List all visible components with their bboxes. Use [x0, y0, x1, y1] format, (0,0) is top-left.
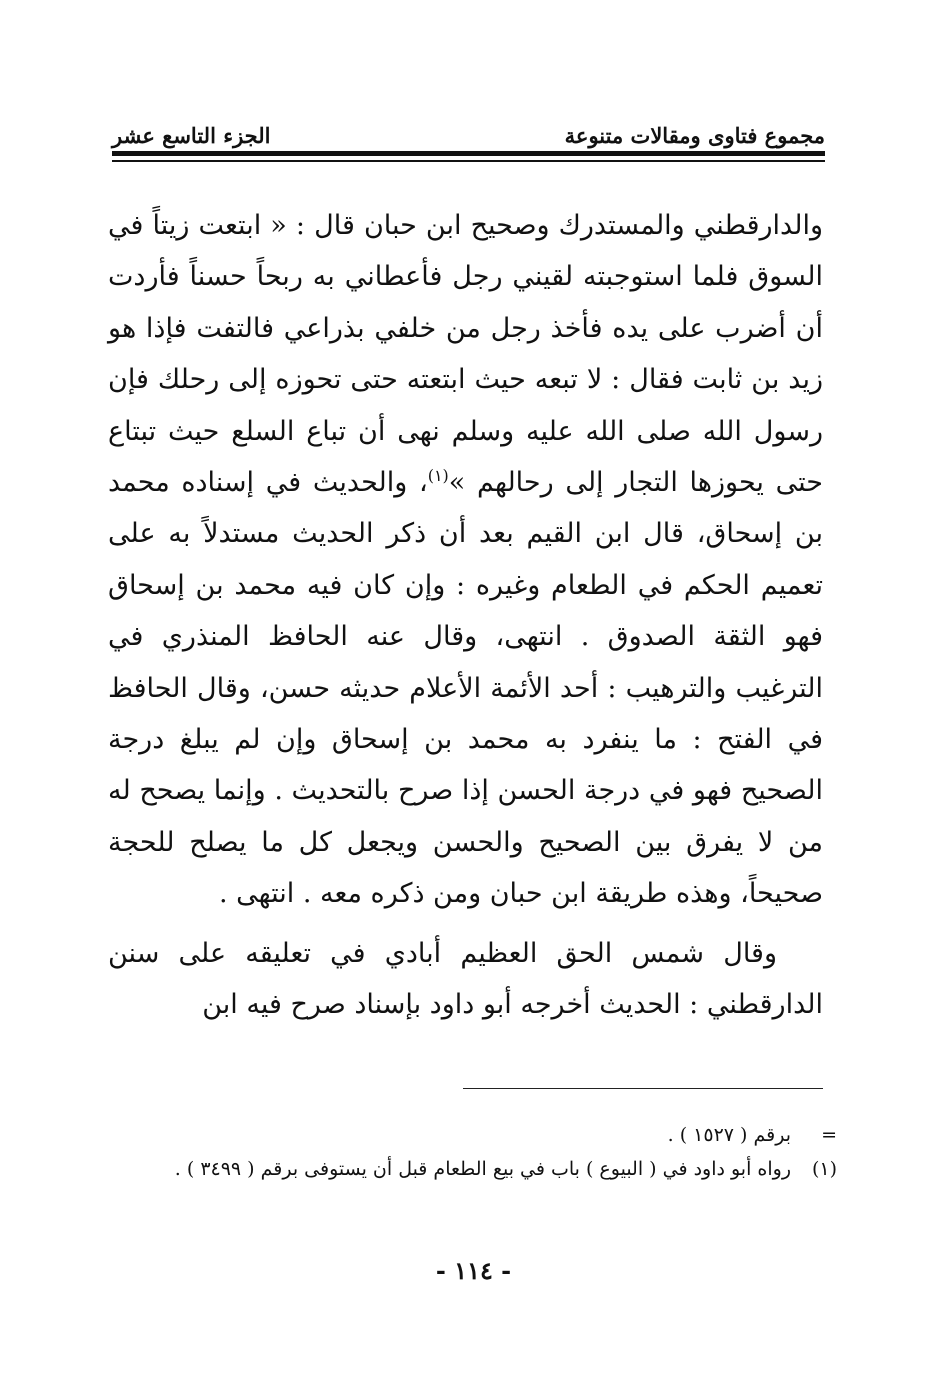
volume-label: الجزء التاسع عشر	[112, 123, 271, 148]
header-rule-thick	[112, 151, 825, 156]
footnote-reference: (١)	[427, 466, 449, 486]
footnote-1	[108, 1152, 837, 1186]
book-title: مجموع فتاوى ومقالات متنوعة	[564, 123, 825, 148]
footnote-continuation	[108, 1118, 837, 1152]
footnote-mark: (١)	[811, 1158, 837, 1180]
page-number: - ١١٤ -	[435, 1256, 512, 1285]
paragraph-1-continued: ، والحديث في إسناده محمد بن إسحاق، قال ابن القيم بعد أن ذكر الحديث مستدلاً به على تعميم الحكم في الطعام وغيره : وإن كان فيه محمد بن إسحاق فهو الثقة الصدوق . انتهى، وقال عنه الحافظ المنذري في الترغيب والترهيب : أحد الأئمة الأعلام حديثه حسن، وقال الحافظ في الفتح : ما ينفرد به محمد بن إسحاق وإن لم يبلغ درجة الصحيح فهو في درجة الحسن إذا صرح بالتحديث . وإنما يصحح له من لا يفرق بين الصحيح والحسن ويجعل كل ما يصلح للحجة صحيحاً، وهذه طريقة ابن حبان ومن ذكره معه . انتهى .	[108, 467, 823, 910]
header-rule-thin	[112, 160, 825, 162]
paragraph-1	[108, 200, 823, 920]
main-text	[108, 200, 823, 1031]
running-header	[112, 112, 825, 148]
footnote-mark: =	[821, 1124, 837, 1146]
footnote-separator	[463, 1088, 823, 1089]
footnotes	[108, 1118, 837, 1186]
paragraph-1-text: والدارقطني والمستدرك وصحيح ابن حبان قال : « ابتعت زيتاً في السوق فلما استوجبته لقيني رجل فأعطاني به ربحاً حسناً فأردت أن أضرب على يده فأخذ رجل من خلفي بذراعي فالتفت فإذا هو زيد بن ثابت فقال : لا تبعه حيث ابتعته حتى تحوزه إلى رحلك فإن رسول الله صلى الله عليه وسلم نهى أن تباع السلع حيث تبتاع حتى يحوزها التجار إلى رحالهم »	[108, 210, 823, 499]
footnote-text: برقم ( ١٥٢٧ ) .	[667, 1124, 791, 1146]
paragraph-2: وقال شمس الحق العظيم أبادي في تعليقه على سنن الدارقطني : الحديث أخرجه أبو داود بإسناد صرح فيه ابن	[108, 937, 823, 1021]
footnote-text: رواه أبو داود في ( البيوع ) باب في بيع الطعام قبل أن يستوفى برقم ( ٣٤٩٩ ) .	[174, 1158, 791, 1180]
